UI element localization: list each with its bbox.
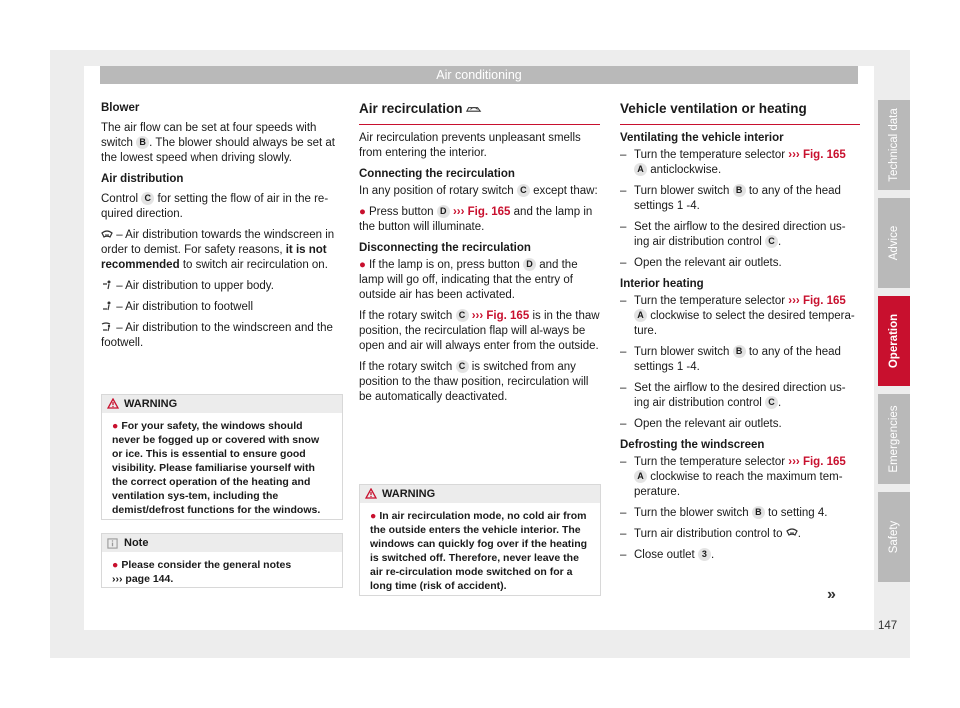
warning-box-1 bbox=[101, 394, 343, 520]
press-button-paragraph: ● Press button D ››› Fig. 165 and the lamp in the button will illuminate. bbox=[359, 206, 593, 233]
warning-header: WARNING bbox=[102, 395, 342, 413]
step-text: . bbox=[778, 397, 782, 409]
connecting-heading: Connecting the recirculation bbox=[359, 168, 515, 180]
step-text: . bbox=[710, 549, 715, 561]
warning-body: ● In air recirculation mode, no cold air from the outside enters the vehicle interior. The windows can quickly fog over if the heating is switched off. Therefore, never leave the air re-circulation mode switched on for a long time (risk of accident). bbox=[370, 510, 588, 592]
windscreen-icon bbox=[786, 527, 798, 537]
badge-d: D bbox=[437, 205, 450, 218]
step-item bbox=[620, 345, 860, 375]
bullet-icon: ● bbox=[370, 510, 377, 522]
dash-bullet: – bbox=[620, 418, 627, 430]
badge-c: C bbox=[517, 184, 530, 197]
bullet-icon: ● bbox=[112, 559, 119, 571]
footwell-paragraph: – Air distribution to footwell bbox=[101, 300, 342, 315]
step-text: Close outlet bbox=[634, 549, 695, 561]
interior-heating-heading: Interior heating bbox=[620, 278, 704, 290]
air-recirculation-title: Air recirculation bbox=[359, 101, 600, 125]
fig-165-link[interactable]: ››› Fig. 165 bbox=[471, 310, 530, 322]
warning-box-2 bbox=[359, 484, 601, 596]
warning-triangle-icon bbox=[365, 488, 377, 499]
dash-bullet: – bbox=[620, 528, 627, 540]
badge-b: B bbox=[733, 345, 746, 358]
step-text: anticlockwise. bbox=[647, 164, 722, 176]
step-text: to any of the head settings 1 -4. bbox=[634, 346, 841, 373]
warning-triangle-icon bbox=[107, 398, 119, 409]
step-text: Turn the temperature selector bbox=[634, 456, 786, 468]
column-1 bbox=[101, 101, 342, 357]
step-text: Turn the temperature selector bbox=[634, 149, 786, 161]
column-3 bbox=[620, 131, 860, 569]
step-text: Set the airflow to the desired direction us-ing air distribution control bbox=[634, 221, 846, 248]
air-distribution-heading: Air distribution bbox=[101, 173, 184, 185]
defrosting-heading: Defrosting the windscreen bbox=[620, 439, 765, 451]
chapter-header: Air conditioning bbox=[100, 66, 858, 84]
column-2 bbox=[359, 131, 600, 411]
continued-indicator: » bbox=[827, 586, 836, 603]
dash-bullet: – bbox=[620, 185, 627, 197]
fig-165-link[interactable]: ››› Fig. 165 bbox=[788, 295, 846, 307]
badge-c: C bbox=[765, 396, 778, 409]
fig-165-link[interactable]: ››› Fig. 165 bbox=[788, 456, 846, 468]
dash-bullet: – bbox=[620, 257, 627, 269]
recirculation-intro: Air recirculation prevents unpleasant smells from entering the interior. bbox=[359, 132, 581, 159]
step-text: to any of the head settings 1 -4. bbox=[634, 185, 841, 212]
step-item bbox=[620, 294, 860, 339]
step-text: clockwise to select the desired tempera-ture. bbox=[634, 310, 855, 337]
warning-body: ● For your safety, the windows should never be fogged up or covered with snow or ice. This is essential to ensure good visibility. Please familiarise yourself with the correct operation of the heating and ventilation sys-tem, including the demist/defrost functions for the windows. bbox=[112, 420, 321, 516]
step-text: to setting 4. bbox=[764, 507, 828, 519]
step-item bbox=[620, 548, 860, 563]
badge-a: A bbox=[634, 470, 647, 483]
badge-a: A bbox=[634, 309, 647, 322]
tab-technical-data[interactable]: Technical data bbox=[878, 100, 910, 190]
ventilating-heading: Ventilating the vehicle interior bbox=[620, 132, 784, 144]
windscreen-footwell-icon bbox=[101, 322, 113, 332]
step-item bbox=[620, 256, 860, 271]
badge-a: A bbox=[634, 163, 647, 176]
dash-bullet: – bbox=[620, 382, 627, 394]
dash-bullet: – bbox=[620, 149, 627, 161]
step-text: Open the relevant air outlets. bbox=[634, 257, 782, 269]
step-text: . bbox=[797, 528, 801, 540]
dash-bullet: – bbox=[620, 295, 627, 307]
ventilation-title: Vehicle ventilation or heating bbox=[620, 101, 860, 125]
dash-bullet: – bbox=[620, 549, 627, 561]
badge-c: C bbox=[456, 360, 469, 373]
step-item bbox=[620, 148, 860, 178]
fig-165-link[interactable]: ››› Fig. 165 bbox=[788, 149, 846, 161]
badge-c: C bbox=[765, 235, 778, 248]
defrosting-steps bbox=[620, 455, 860, 563]
step-text: Turn blower switch bbox=[634, 185, 730, 197]
badge-b: B bbox=[136, 136, 149, 149]
note-box bbox=[101, 533, 343, 588]
bullet-icon: ● bbox=[112, 420, 119, 432]
note-header: Note bbox=[102, 534, 342, 552]
step-text: . bbox=[778, 236, 782, 248]
step-text: Set the airflow to the desired direction us-ing air distribution control bbox=[634, 382, 846, 409]
bullet-icon: ● bbox=[359, 259, 366, 271]
badge-c: C bbox=[456, 309, 469, 322]
step-item bbox=[620, 455, 860, 500]
tab-operation[interactable]: Operation bbox=[878, 296, 910, 386]
step-text: Turn air distribution control to bbox=[634, 528, 783, 540]
dash-bullet: – bbox=[620, 346, 627, 358]
switched-paragraph: If the rotary switch C is switched from any position to the thaw position, recirculation will be automatically deactivated. bbox=[359, 361, 589, 403]
recirculation-car-icon bbox=[466, 104, 482, 113]
badge-b: B bbox=[752, 506, 765, 519]
thaw-paragraph: If the rotary switch C ››› Fig. 165 is in the thaw position, the recirculation flap will al-ways be open and air will always enter from the outside. bbox=[359, 310, 600, 352]
badge-d: D bbox=[523, 258, 536, 271]
badge-3: 3 bbox=[698, 548, 711, 561]
footwell-icon bbox=[101, 301, 113, 311]
dash-bullet: – bbox=[620, 221, 627, 233]
bullet-icon: ● bbox=[359, 206, 366, 218]
step-text: Turn blower switch bbox=[634, 346, 730, 358]
windscreen-icon bbox=[101, 229, 113, 239]
warning-header: WARNING bbox=[360, 485, 600, 503]
tab-emergencies[interactable]: Emergencies bbox=[878, 394, 910, 484]
badge-c: C bbox=[141, 192, 154, 205]
windscreen-footwell-paragraph: – Air distribution to the windscreen and the footwell. bbox=[101, 322, 333, 349]
note-body: ● Please consider the general notes ››› page 144. bbox=[112, 559, 292, 585]
connecting-paragraph: In any position of rotary switch C except thaw: bbox=[359, 185, 598, 197]
fig-165-link[interactable]: ››› Fig. 165 bbox=[452, 206, 511, 218]
blower-paragraph: The air flow can be set at four speeds with switch B . The blower should always be set at the lowest speed when driving slowly. bbox=[101, 122, 335, 164]
page-number: 147 bbox=[878, 620, 898, 632]
windscreen-paragraph: – Air distribution towards the windscreen in order to demist. For safety reasons, it is not recommended to switch air recirculation on. bbox=[101, 229, 335, 271]
badge-b: B bbox=[733, 184, 746, 197]
upper-body-icon bbox=[101, 280, 113, 290]
step-item bbox=[620, 417, 860, 432]
info-icon bbox=[107, 538, 118, 549]
disconnecting-paragraph: ● If the lamp is on, press button D and the lamp will go off, indicating that the entry of outside air has been activated. bbox=[359, 259, 578, 301]
dash-bullet: – bbox=[620, 456, 627, 468]
heating-steps bbox=[620, 294, 860, 432]
dash-bullet: – bbox=[620, 507, 627, 519]
blower-heading: Blower bbox=[101, 102, 140, 114]
step-item bbox=[620, 381, 860, 411]
step-text: Turn the blower switch bbox=[634, 507, 749, 519]
step-item bbox=[620, 506, 860, 521]
step-text: Turn the temperature selector bbox=[634, 295, 786, 307]
disconnecting-heading: Disconnecting the recirculation bbox=[359, 242, 531, 254]
upper-body-paragraph: – Air distribution to upper body. bbox=[101, 279, 342, 294]
step-text: clockwise to reach the maximum tem-perature. bbox=[634, 471, 843, 498]
control-paragraph: Control C for setting the flow of air in the re-quired direction. bbox=[101, 193, 329, 220]
tab-safety[interactable]: Safety bbox=[878, 492, 910, 582]
ventilating-steps bbox=[620, 148, 860, 271]
tab-advice[interactable]: Advice bbox=[878, 198, 910, 288]
step-item bbox=[620, 220, 860, 250]
step-item bbox=[620, 184, 860, 214]
note-page-link[interactable]: ››› page 144. bbox=[112, 573, 174, 585]
step-item bbox=[620, 527, 860, 542]
step-text: Open the relevant air outlets. bbox=[634, 418, 782, 430]
